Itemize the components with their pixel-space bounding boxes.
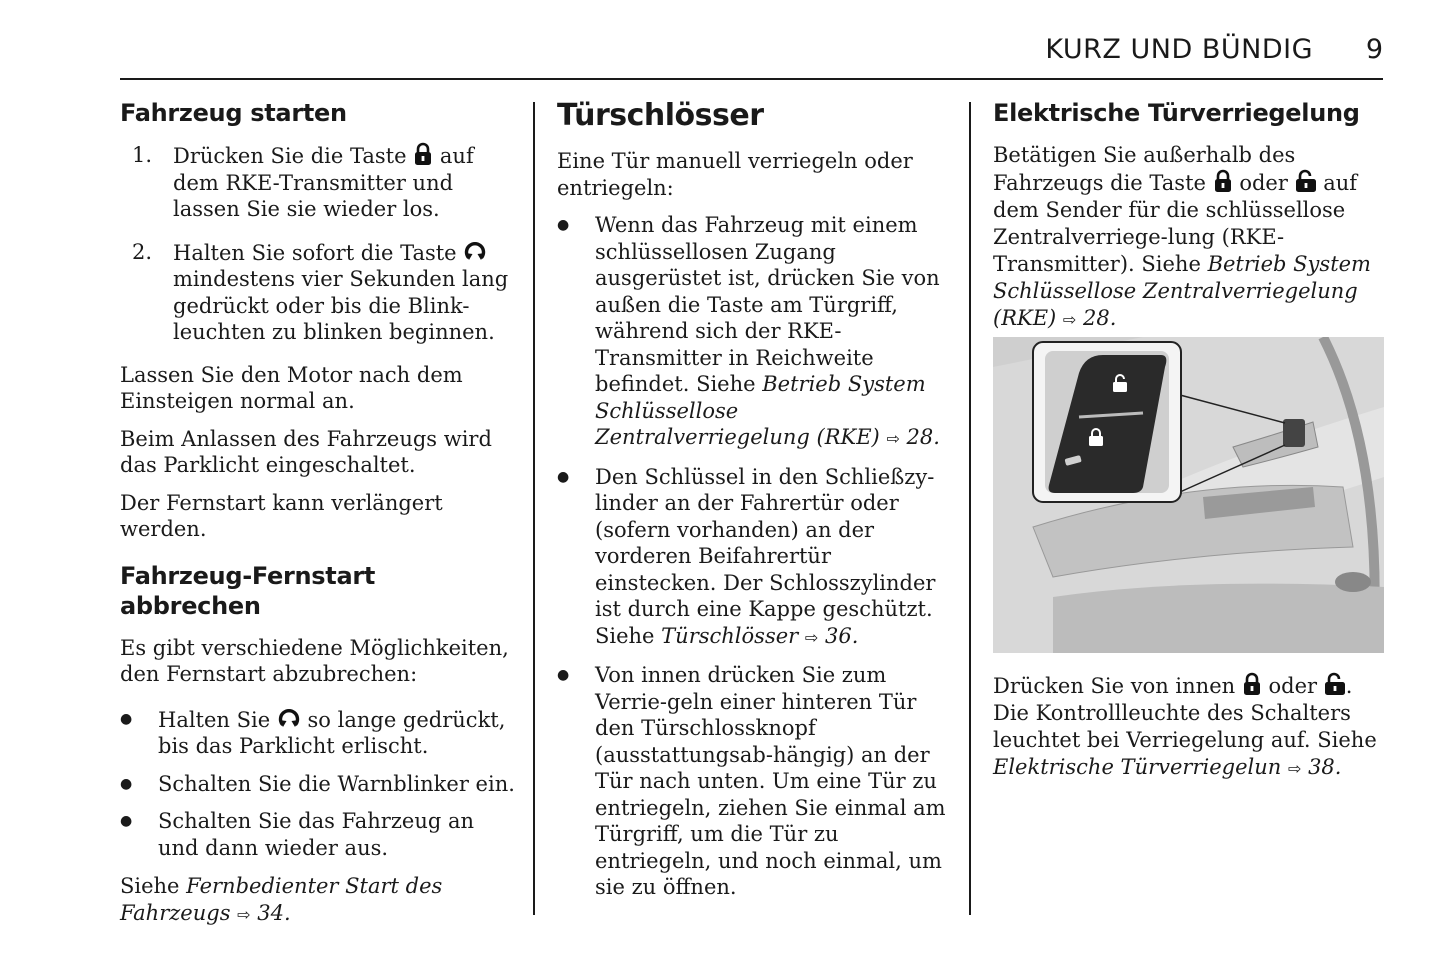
paragraph: Eine Tür manuell verriegeln oder entriegeln:: [557, 149, 913, 200]
page-ref-number: 28: [906, 425, 934, 449]
page-ref-number: 28: [1083, 306, 1110, 330]
para-text: auf dem Sender für die schlüssellose Zentralverriege-lung (RKE-Transmitter). Siehe: [993, 171, 1358, 276]
page-ref-arrow: ⇨: [1287, 759, 1302, 778]
page-ref-arrow: ⇨: [237, 904, 251, 924]
step-number: 2.: [132, 239, 153, 264]
para-text: Drücken Sie von innen: [993, 674, 1236, 698]
step-text: Halten Sie sofort die Taste: [173, 240, 457, 265]
step-number: 1.: [132, 143, 153, 167]
page-ref-number: 36: [824, 623, 852, 648]
remote-start-icon: [277, 706, 301, 730]
cross-reference-link[interactable]: Türschlösser: [661, 623, 799, 648]
paragraph: Lassen Sie den Motor nach dem Einsteigen normal an.: [120, 362, 463, 413]
door-lock-list: [557, 212, 957, 901]
cross-reference-link[interactable]: Fernbedienter Start des Fahrzeugs: [120, 874, 443, 925]
heading-fahrzeug-starten: Fahrzeug starten: [120, 99, 347, 127]
lock-icon: [1242, 672, 1262, 696]
para-text: . Die Kontrollleuchte des Schalters leuchtet bei Verriegelung auf. Siehe: [993, 674, 1377, 752]
column-divider-2: [969, 102, 971, 915]
item-text: Wenn das Fahrzeug mit einem schlüssellosen Zugang ausgerüstet ist, drücken Sie von außen die Taste am Türgriff, während sich der RKE-Transmitter in Reichweite befindet. Siehe: [595, 213, 940, 396]
step-text: Drücken Sie die Taste: [173, 144, 407, 168]
page-ref[interactable]: 28.: [906, 425, 940, 449]
lock-icon: [413, 142, 433, 166]
list-item: ● Schalten Sie die Warnblinker ein.: [120, 771, 520, 798]
para-text: Betätigen Sie außerhalb des Fahrzeugs die Taste: [993, 143, 1296, 195]
speaker: [1335, 572, 1371, 592]
step-1: [120, 142, 520, 223]
page-ref-arrow: ⇨: [804, 627, 819, 647]
paragraph: Der Fernstart kann verlängert werden.: [120, 490, 443, 541]
lock-icon: [1213, 169, 1233, 193]
cross-reference-link[interactable]: Betrieb System Schlüssellose Zentralverriegelung (RKE): [993, 252, 1371, 330]
see-reference: [120, 873, 520, 928]
see-prefix: Siehe: [120, 874, 180, 898]
paragraph: [993, 142, 1388, 333]
para-text: oder: [1268, 674, 1318, 698]
unlock-icon: [1295, 169, 1317, 193]
heading-elektrische-tuerverriegelung: Elektrische Türverriegelung: [993, 99, 1360, 127]
para-text: oder: [1239, 171, 1288, 195]
column-1: [120, 98, 520, 939]
list-item: [557, 212, 957, 453]
item-text: Den Schlüssel in den Schließzy-linder an der Fahrertür oder (sofern vorhanden) an der vorderen Beifahrertür einstecken. Der Schlosszylinder ist durch eine Kappe geschützt. Siehe: [595, 464, 936, 648]
column-divider-1: [533, 102, 535, 915]
page-ref-arrow: ⇨: [886, 429, 900, 448]
list-item: ● Von innen drücken Sie zum Verrie-geln einer hinteren Tür den Türschlossknopf (ausstattungsab-hängig) an der Tür nach unten. Um eine Tür zu entriegeln, ziehen Sie einmal am Türgriff, um die Tür zu entriegeln, und noch einmal, um sie zu öffnen.: [557, 662, 957, 901]
page-number: 9: [1365, 34, 1383, 65]
switch-location: [1283, 419, 1305, 447]
column-3: [993, 98, 1388, 344]
step-text: mindestens vier Sekunden lang gedrückt oder bis die Blink-leuchten zu blinken beginnen.: [173, 267, 509, 344]
item-text: so lange gedrückt, bis das Parklicht erlischt.: [158, 707, 506, 758]
page-ref[interactable]: 38.: [1308, 755, 1342, 779]
step-2: [120, 239, 520, 346]
paragraph: Es gibt verschiedene Möglichkeiten, den Fernstart abzubrechen:: [120, 635, 509, 686]
start-steps: [120, 142, 520, 346]
page-ref[interactable]: 36.: [824, 623, 859, 648]
unlock-icon: [1324, 672, 1346, 696]
heading-tuerschloesser: Türschlösser: [557, 98, 764, 133]
list-item: [120, 706, 520, 760]
page-ref[interactable]: 28.: [1083, 306, 1117, 330]
cross-reference-link[interactable]: Elektrische Türverriegelun: [993, 755, 1282, 779]
remote-start-icon: [463, 239, 487, 263]
page-ref-number: 34: [257, 900, 284, 925]
heading-fernstart-abbrechen: Fahrzeug-Fernstart abbrechen: [120, 561, 376, 620]
door-pocket: [1053, 584, 1384, 653]
door-lock-switch-illustration: [993, 337, 1384, 653]
page-ref[interactable]: 34.: [257, 900, 291, 925]
page-ref-number: 38: [1308, 755, 1335, 779]
cancel-options: [120, 706, 520, 862]
list-item: [557, 464, 957, 652]
paragraph: Beim Anlassen des Fahrzeugs wird das Parklicht eingeschaltet.: [120, 426, 492, 477]
section-title: KURZ UND BÜNDIG: [1045, 34, 1313, 65]
page-ref-arrow: ⇨: [1062, 310, 1077, 329]
list-item: ● Schalten Sie das Fahrzeug an und dann wieder aus.: [120, 808, 520, 861]
cross-reference-link[interactable]: Betrieb System Schlüssellose Zentralverriegelung (RKE): [595, 372, 926, 449]
column-2: [557, 98, 957, 913]
step-text: auf dem RKE-Transmitter und lassen Sie sie wieder los.: [173, 144, 474, 221]
item-text: Halten Sie: [158, 707, 271, 732]
interior-lock-paragraph: [993, 672, 1388, 782]
header-rule: [120, 78, 1383, 80]
